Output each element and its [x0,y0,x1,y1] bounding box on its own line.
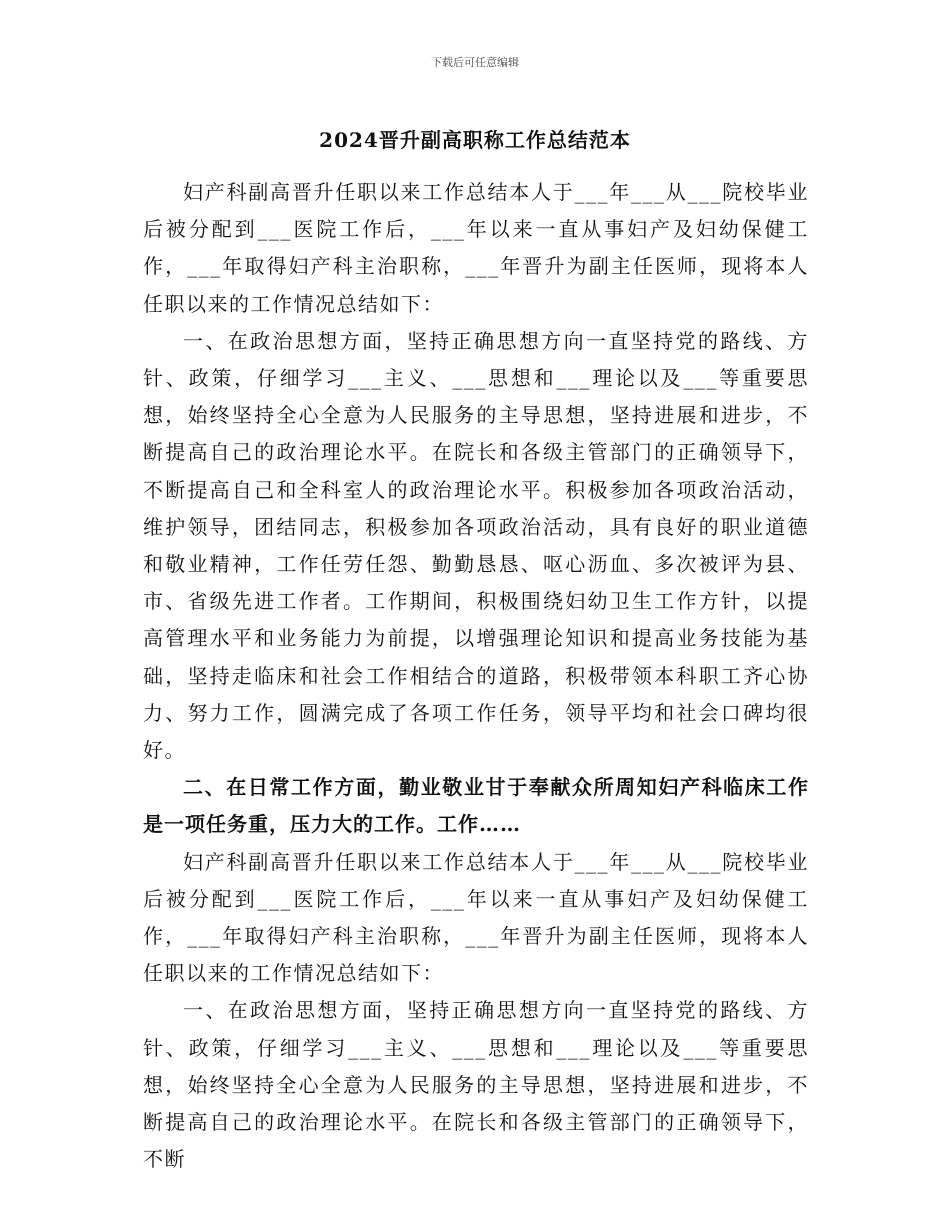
paragraph-political-repeat: 一、在政治思想方面，坚持正确思想方向一直坚持党的路线、方针、政策，仔细学习___主义、___思想和___理论以及___等重要思想，始终坚持全心全意为人民服务的主导思想，坚持进展和进步，不断提高自己的政治理论水平。在院长和各级主管部门的正确领导下，不断 [143,998,809,1172]
document-title: 2024晋升副高职称工作总结范本 [319,128,631,152]
header-note: 下载后可任意编辑 [431,56,519,69]
paragraph-political: 一、在政治思想方面，坚持正确思想方向一直坚持党的路线、方针、政策，仔细学习___主义、___思想和___理论以及___等重要思想，始终坚持全心全意为人民服务的主导思想，坚持进展和进步，不断提高自己的政治理论水平。在院长和各级主管部门的正确领导下，不断提高自己和全科室人的政治理论水平。积极参加各项政治活动，维护领导，团结同志，积极参加各项政治活动，具有良好的职业道德和敬业精神，工作任劳任怨、勤勤恳恳、呕心沥血、多次被评为县、市、省级先进工作者。工作期间，积极围绕妇幼卫生工作方针，以提高管理水平和业务能力为前提，以增强理论知识和提高业务技能为基础，坚持走临床和社会工作相结合的道路，积极带领本科职工齐心协力、努力工作，圆满完成了各项工作任务，领导平均和社会口碑均很好。 [143,328,809,763]
paragraph-daily-work-heading: 二、在日常工作方面，勤业敬业甘于奉献众所周知妇产科临床工作是一项任务重，压力大的工作。工作…… [143,775,809,837]
paragraph-intro: 妇产科副高晋升任职以来工作总结本人于___年___从___院校毕业后被分配到___医院工作后，___年以来一直从事妇产及妇幼保健工作，___年取得妇产科主治职称，___年晋升为副主任医师，现将本人任职以来的工作情况总结如下： [143,180,809,316]
paragraph-intro-repeat: 妇产科副高晋升任职以来工作总结本人于___年___从___院校毕业后被分配到___医院工作后，___年以来一直从事妇产及妇幼保健工作，___年取得妇产科主治职称，___年晋升为副主任医师，现将本人任职以来的工作情况总结如下： [143,849,809,986]
document-body [143,174,809,1178]
